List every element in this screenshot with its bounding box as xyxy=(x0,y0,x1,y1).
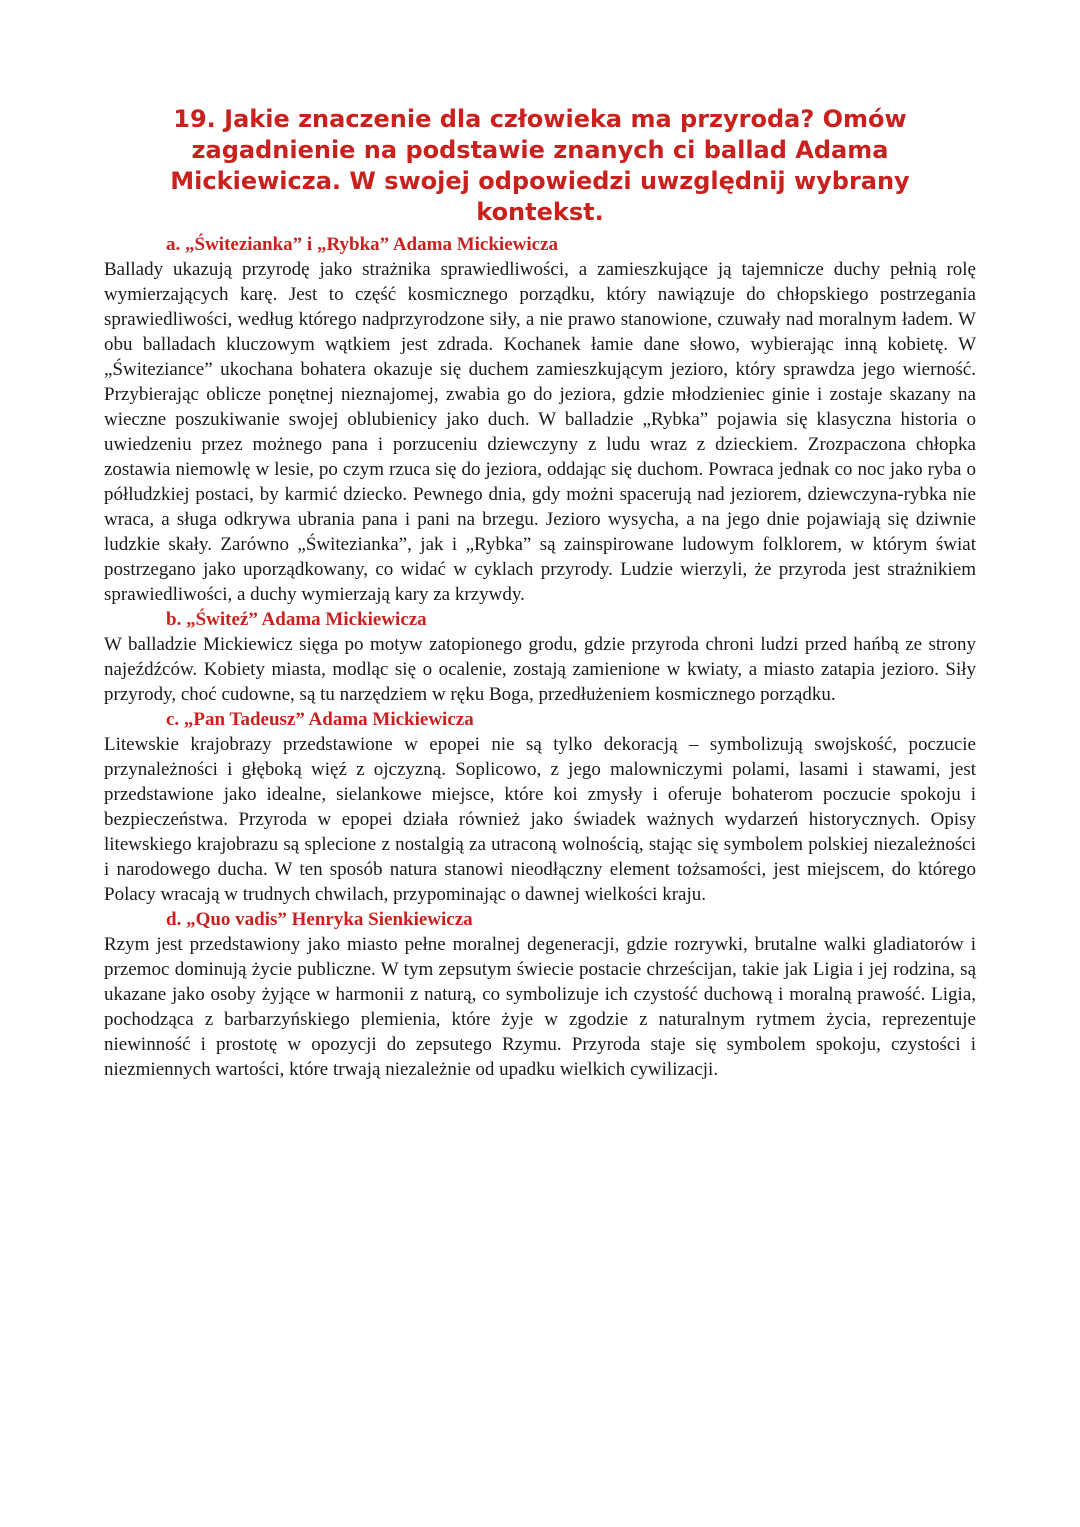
section-heading: a. „Świtezianka” i „Rybka” Adama Mickiewicza xyxy=(166,234,558,255)
section-heading: b. „Świteź” Adama Mickiewicza xyxy=(166,609,427,630)
section-paragraph: W balladzie Mickiewicz sięga po motyw zatopionego grodu, gdzie przyroda chroni ludzi przed hańbą ze strony najeźdźców. Kobiety miasta, modląc się o ocalenie, zostają zamienione w kwiaty, a miasto zatapia jezioro. Siły przyrody, choć cudowne, są tu narzędziem w ręku Boga, przedłużeniem kosmicznego porządku. xyxy=(104,634,976,705)
document-page xyxy=(104,104,976,1082)
section-heading: d. „Quo vadis” Henryka Sienkiewicza xyxy=(166,909,473,930)
section-swiezianka-rybka xyxy=(104,232,976,607)
section-paragraph: Rzym jest przedstawiony jako miasto pełne moralnej degeneracji, gdzie rozrywki, brutalne walki gladiatorów i przemoc dominują życie publiczne. W tym zepsutym świecie postacie chrześcijan, takie jak Ligia i jej rodzina, są ukazane jako osoby żyjące w harmonii z naturą, co symbolizuje ich czystość duchową i moralną prawość. Ligia, pochodząca z barbarzyńskiego plemienia, które żyje w zgodzie z naturalnym rytmem życia, reprezentuje niewinność i prostotę w opozycji do zepsutego Rzymu. Przyroda staje się symbolem spokoju, czystości i niezmiennych wartości, które trwają niezależnie od upadku wielkich cywilizacji. xyxy=(104,934,976,1080)
section-heading: c. „Pan Tadeusz” Adama Mickiewicza xyxy=(166,709,474,730)
section-paragraph: Ballady ukazują przyrodę jako strażnika sprawiedliwości, a zamieszkujące ją tajemnicze duchy pełnią rolę wymierzających karę. Jest to część kosmicznego porządku, który nawiązuje do chłopskiego postrzegania sprawiedliwości, według którego nadprzyrodzone siły, a nie prawo stanowione, czuwały nad moralnym ładem. W obu balladach kluczowym wątkiem jest zdrada. Kochanek łamie dane słowo, wybierając inną kobietę. W „Świteziance” ukochana bohatera okazuje się duchem zamieszkującym jezioro, który sprawdza jego wierność. Przybierając oblicze ponętnej nieznajomej, zwabia go do jeziora, gdzie młodzieniec ginie i zostaje skazany na wieczne poszukiwanie swojej oblubienicy jako duch. W balladzie „Rybka” pojawia się klasyczna historia o uwiedzeniu przez możnego pana i porzuceniu dziewczyny z ludu wraz z dzieckiem. Zrozpaczona chłopka zostawia niemowlę w lesie, po czym rzuca się do jeziora, oddając się duchom. Powraca jednak co noc jako ryba o półludzkiej postaci, by karmić dziecko. Pewnego dnia, gdy możni spacerują nad jeziorem, dziewczyna-rybka nie wraca, a sługa odkrywa ubrania pana i pani na brzegu. Jezioro wysycha, a na jego dnie pojawiają się dziwnie ludzkie skały. Zarówno „Świtezianka”, jak i „Rybka” są zainspirowane ludowym folklorem, w którym świat postrzegano jako uporządkowany, co widać w cyklach przyrody. Ludzie wierzyli, że przyroda jest strażnikiem sprawiedliwości, a duchy wymierzają kary za krzywdy. xyxy=(104,259,976,605)
section-paragraph: Litewskie krajobrazy przedstawione w epopei nie są tylko dekoracją – symbolizują swojskość, poczucie przynależności i głęboką więź z ojczyzną. Soplicowo, z jego malowniczymi polami, lasami i stawami, jest przedstawione jako idealne, sielankowe miejsce, które koi zmysły i oferuje bohaterom poczucie spokoju i bezpieczeństwa. Przyroda w epopei działa również jako świadek ważnych wydarzeń historycznych. Opisy litewskiego krajobrazu są splecione z nostalgią za utraconą wolnością, stając się symbolem polskiej niezależności i narodowego ducha. W ten sposób natura stanowi nieodłączny element tożsamości, jest miejscem, do którego Polacy wracają w trudnych chwilach, przypominając o dawnej wielkości kraju. xyxy=(104,734,976,905)
page-title: 19. Jakie znaczenie dla człowieka ma przyroda? Omów zagadnienie na podstawie znanych ci ballad Adama Mickiewicza. W swojej odpowiedzi uwzględnij wybrany kontekst. xyxy=(170,105,910,226)
section-quo-vadis xyxy=(104,907,976,1082)
section-switez xyxy=(104,607,976,707)
section-pan-tadeusz xyxy=(104,707,976,907)
